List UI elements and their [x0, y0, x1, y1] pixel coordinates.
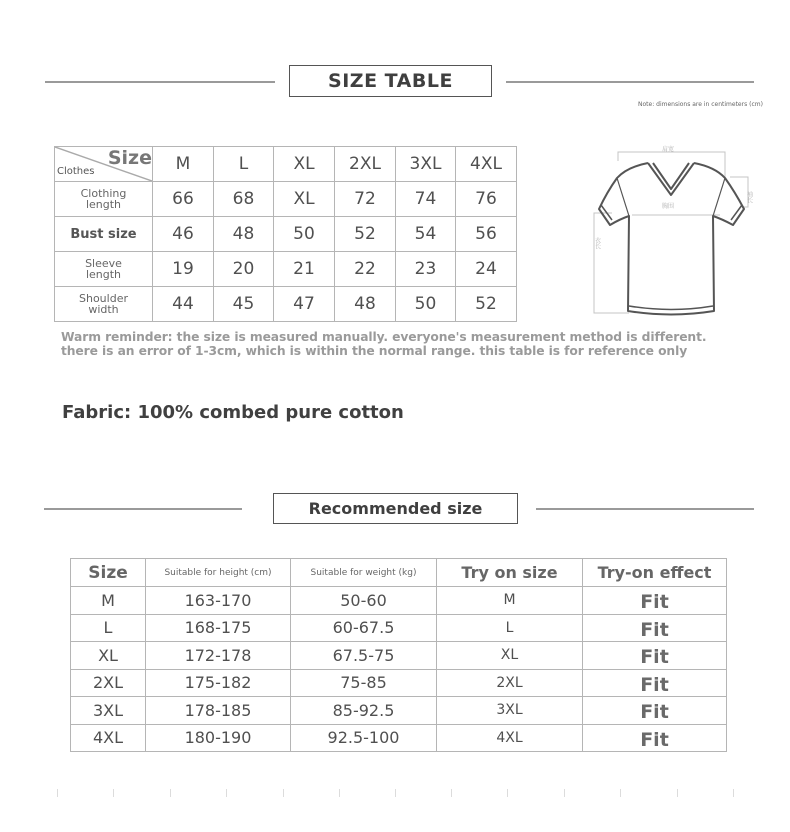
size-header-row	[55, 147, 517, 182]
effect-cell: Fit	[583, 587, 727, 615]
size-col-header: 3XL	[396, 147, 456, 182]
size-table-title: SIZE TABLE	[289, 65, 492, 97]
size-cell: L	[71, 614, 146, 642]
corner-clothes-label: Clothes	[57, 166, 95, 177]
fabric-text: Fabric: 100% combed pure cotton	[62, 402, 404, 423]
title-rule-right	[506, 81, 754, 83]
try-size-cell: 2XL	[437, 669, 583, 697]
table-row	[55, 252, 517, 287]
size-cell: 2XL	[71, 669, 146, 697]
height-cell: 180-190	[146, 724, 291, 752]
table-cell: 47	[274, 287, 335, 322]
table-row	[55, 182, 517, 217]
table-cell: 74	[396, 182, 456, 217]
shoulder-label: 肩宽	[662, 146, 675, 153]
header-weight: Suitable for weight (kg)	[291, 559, 437, 587]
table-cell: 48	[214, 217, 274, 252]
header-try-on-effect: Try-on effect	[583, 559, 727, 587]
height-cell: 178-185	[146, 697, 291, 725]
table-cell: 23	[396, 252, 456, 287]
table-cell: XL	[274, 182, 335, 217]
table-cell: 19	[153, 252, 214, 287]
table-cell: 46	[153, 217, 214, 252]
table-cell: 54	[396, 217, 456, 252]
weight-cell: 50-60	[291, 587, 437, 615]
table-row	[55, 217, 517, 252]
try-size-cell: 3XL	[437, 697, 583, 725]
tshirt-measurement-diagram-icon	[582, 137, 772, 327]
effect-cell: Fit	[583, 642, 727, 670]
table-row	[71, 669, 727, 697]
size-cell: 4XL	[71, 724, 146, 752]
table-cell: 50	[274, 217, 335, 252]
table-cell: 45	[214, 287, 274, 322]
table-cell: 56	[456, 217, 517, 252]
try-size-cell: L	[437, 614, 583, 642]
table-cell: 72	[335, 182, 396, 217]
table-cell: 52	[456, 287, 517, 322]
bottom-tick-marks	[0, 789, 790, 799]
size-col-header: 2XL	[335, 147, 396, 182]
row-label-sleeve-length: Sleeve length	[55, 252, 153, 287]
rec-rule-left	[44, 508, 242, 510]
weight-cell: 67.5-75	[291, 642, 437, 670]
size-measurement-table	[54, 146, 517, 322]
height-cell: 172-178	[146, 642, 291, 670]
row-label-bust-size: Bust size	[55, 217, 153, 252]
effect-cell: Fit	[583, 697, 727, 725]
effect-cell: Fit	[583, 669, 727, 697]
sleeve-label: 袖长	[745, 191, 753, 203]
table-cell: 52	[335, 217, 396, 252]
table-cell: 44	[153, 287, 214, 322]
table-row	[71, 697, 727, 725]
size-cell: M	[71, 587, 146, 615]
size-cell: 3XL	[71, 697, 146, 725]
table-cell: 22	[335, 252, 396, 287]
effect-cell: Fit	[583, 724, 727, 752]
row-label-clothing-length: Clothing length	[55, 182, 153, 217]
rec-header-row	[71, 559, 727, 587]
recommended-size-title: Recommended size	[273, 493, 518, 524]
size-col-header: 4XL	[456, 147, 517, 182]
bust-label: 胸围	[662, 203, 675, 210]
table-cell: 66	[153, 182, 214, 217]
size-cell: XL	[71, 642, 146, 670]
weight-cell: 75-85	[291, 669, 437, 697]
weight-cell: 85-92.5	[291, 697, 437, 725]
row-label-shoulder-width: Shoulder width	[55, 287, 153, 322]
title-rule-left	[45, 81, 275, 83]
corner-size-label: Size	[107, 147, 152, 169]
size-col-header: XL	[274, 147, 335, 182]
table-row	[55, 287, 517, 322]
size-col-header: M	[153, 147, 214, 182]
table-row	[71, 724, 727, 752]
corner-cell	[55, 147, 153, 182]
try-size-cell: M	[437, 587, 583, 615]
units-note: Note: dimensions are in centimeters (cm)	[638, 101, 763, 108]
warm-reminder-text: Warm reminder: the size is measured manually. everyone's measurement method is different. there is an error of 1-3cm, which is within the normal range. this table is for reference only	[61, 330, 707, 358]
table-row	[71, 587, 727, 615]
table-cell: 68	[214, 182, 274, 217]
header-try-on-size: Try on size	[437, 559, 583, 587]
header-size: Size	[71, 559, 146, 587]
height-cell: 163-170	[146, 587, 291, 615]
table-cell: 24	[456, 252, 517, 287]
height-cell: 175-182	[146, 669, 291, 697]
height-cell: 168-175	[146, 614, 291, 642]
table-cell: 20	[214, 252, 274, 287]
table-row	[71, 642, 727, 670]
table-cell: 76	[456, 182, 517, 217]
weight-cell: 92.5-100	[291, 724, 437, 752]
header-height: Suitable for height (cm)	[146, 559, 291, 587]
table-cell: 21	[274, 252, 335, 287]
weight-cell: 60-67.5	[291, 614, 437, 642]
length-label: 衣长	[593, 237, 601, 249]
table-row	[71, 614, 727, 642]
size-col-header: L	[214, 147, 274, 182]
try-size-cell: XL	[437, 642, 583, 670]
recommended-size-table	[70, 558, 727, 752]
rec-rule-right	[536, 508, 754, 510]
effect-cell: Fit	[583, 614, 727, 642]
try-size-cell: 4XL	[437, 724, 583, 752]
table-cell: 50	[396, 287, 456, 322]
table-cell: 48	[335, 287, 396, 322]
